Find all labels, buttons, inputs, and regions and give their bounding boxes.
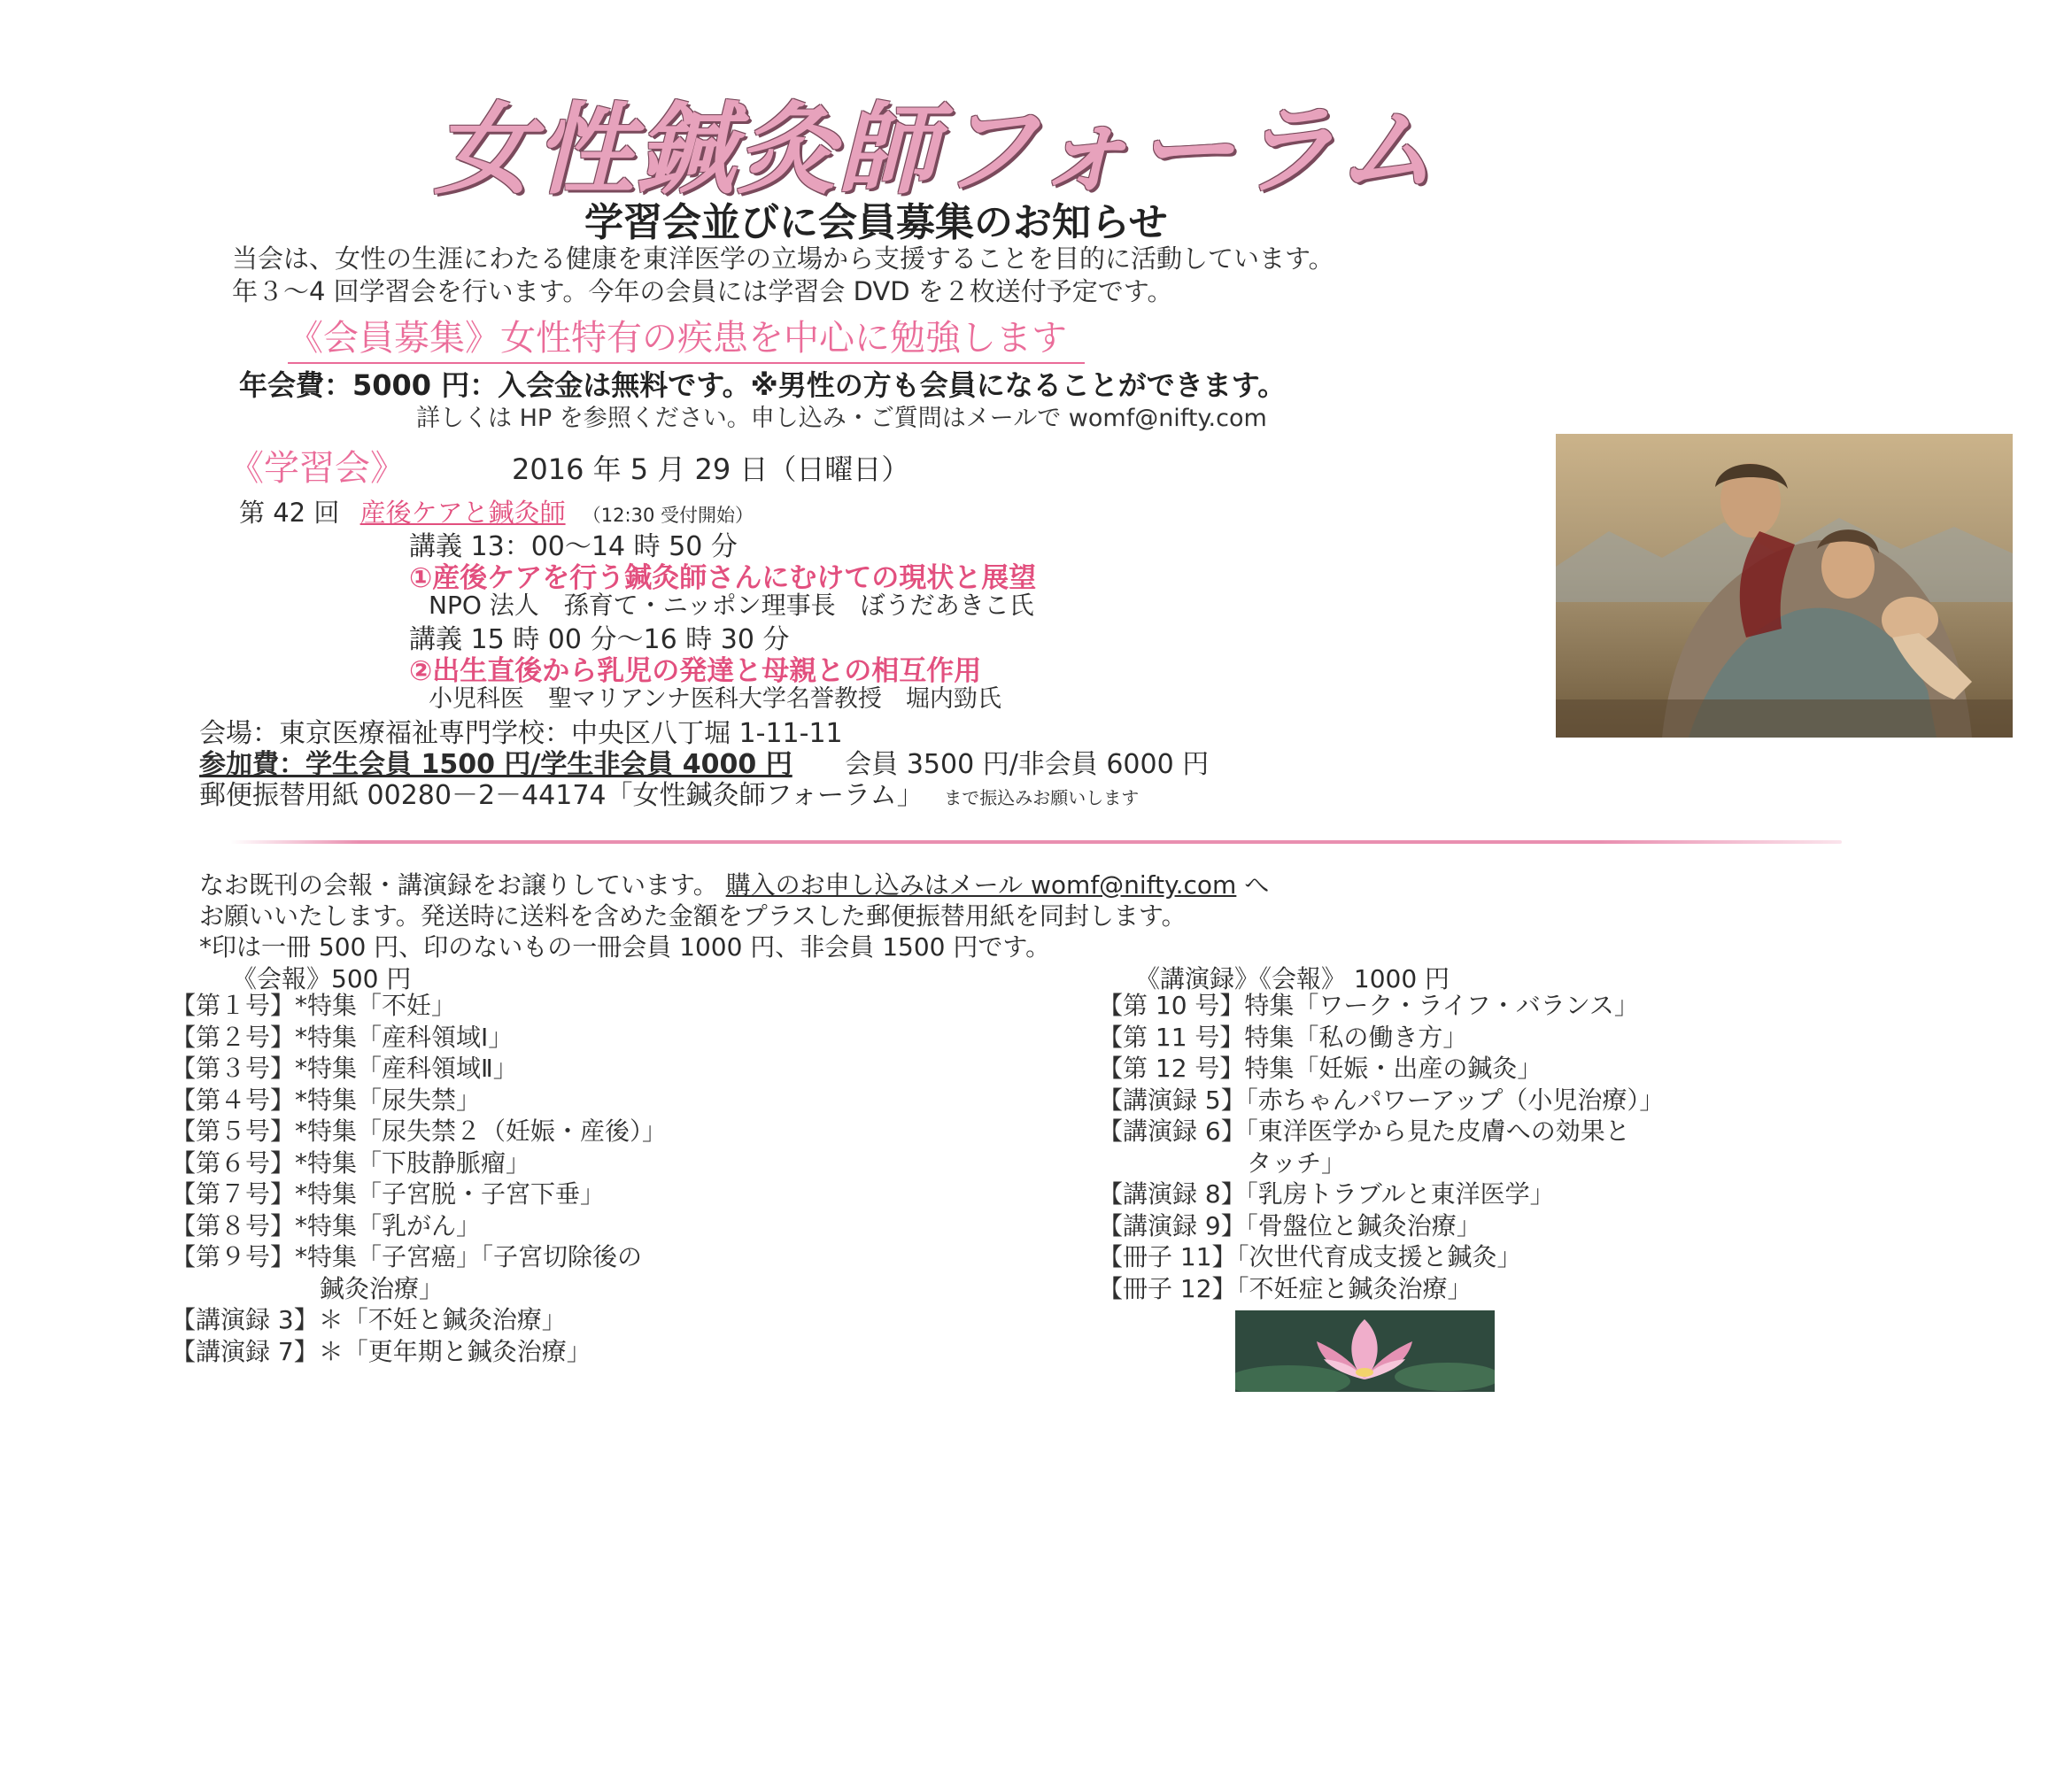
painting-image bbox=[1556, 434, 2013, 738]
reception-time: （12:30 受付開始） bbox=[582, 505, 754, 526]
left-publication-list bbox=[171, 990, 667, 1367]
list-item: 【第 10 号】特集「ワーク・ライフ・バランス」 bbox=[1098, 991, 1639, 1020]
list-item: 【第７号】*特集「子宮脱・子宮下垂」 bbox=[171, 1179, 606, 1209]
fee-members: 会員 3500 円/非会員 6000 円 bbox=[845, 749, 1210, 780]
lecture2-speaker: 小児科医 聖マリアンナ医科大学名誉教授 堀内勁氏 bbox=[429, 685, 1001, 713]
publications-intro-1c: へ bbox=[1244, 870, 1270, 900]
publications-intro-1 bbox=[199, 866, 1269, 901]
list-item: 【第２号】*特集「産科領域Ⅰ」 bbox=[171, 1022, 514, 1052]
postal-transfer bbox=[199, 773, 1139, 812]
list-item: 【第 11 号】特集「私の働き方」 bbox=[1098, 1022, 1468, 1052]
membership-fee: 年会費：5000 円：入会金は無料です。※男性の方も会員になることができます。 bbox=[239, 368, 1287, 402]
session-theme: 産後ケアと鍼灸師 bbox=[360, 498, 566, 528]
list-item: 【冊子 12】「不妊症と鍼灸治療」 bbox=[1098, 1273, 1473, 1303]
postal-note: まで振込みお願いします bbox=[944, 787, 1140, 808]
seminar-label: 《学習会》 bbox=[228, 448, 406, 489]
list-item: 【冊子 11】「次世代育成支援と鍼灸」 bbox=[1098, 1242, 1522, 1271]
list-item: タッチ」 bbox=[1098, 1147, 1347, 1178]
section-divider bbox=[230, 840, 1842, 844]
left-list-header: 《会報》500 円 bbox=[232, 964, 412, 993]
publications-intro-1a: なお既刊の会報・講演録をお譲りしています。 bbox=[199, 870, 718, 900]
seminar-date: 2016 年 5 月 29 日（日曜日） bbox=[512, 452, 910, 486]
right-list-header: 《講演録》《会報》 1000 円 bbox=[1135, 964, 1450, 993]
publications-intro-3: *印は一冊 500 円、印のないもの一冊会員 1000 円、非会員 1500 円です。 bbox=[199, 932, 1051, 962]
list-item: 【第９号】*特集「子宮癌」「子宮切除後の bbox=[171, 1242, 643, 1271]
intro-line-1: 当会は、女性の生涯にわたる健康を東洋医学の立場から支援することを目的に活動しています。 bbox=[232, 243, 1334, 274]
lecture2-title: ②出生直後から乳児の発達と母親との相互作用 bbox=[409, 655, 982, 687]
lecture1-speaker: NPO 法人 孫育て・ニッポン理事長 ぼうだあきこ氏 bbox=[429, 591, 1034, 620]
list-item: 【第６号】*特集「下肢静脈瘤」 bbox=[171, 1147, 531, 1178]
session-number: 第 42 回 bbox=[239, 498, 340, 528]
list-item: 【講演録 5】「赤ちゃんパワーアップ（小児治療）」 bbox=[1098, 1085, 1665, 1115]
list-item: 【講演録 9】「骨盤位と鍼灸治療」 bbox=[1098, 1210, 1481, 1240]
list-item: 【第１号】*特集「不妊」 bbox=[171, 991, 457, 1020]
list-item: 【第 12 号】特集「妊娠・出産の鍼灸」 bbox=[1098, 1054, 1542, 1083]
list-item: 【講演録 6】「東洋医学から見た皮膚への効果と bbox=[1098, 1116, 1630, 1146]
contact-details: 詳しくは HP を参照ください。申し込み・ご質問はメールで womf@nifty.com bbox=[416, 405, 1267, 432]
list-item: 【第３号】*特集「産科領域Ⅱ」 bbox=[171, 1054, 518, 1083]
page-title: 女性鍼灸師フォーラム bbox=[434, 93, 1438, 208]
list-item: 【第５号】*特集「尿失禁２（妊娠・産後）」 bbox=[171, 1116, 668, 1146]
seminar-venue: 会場：東京医療福祉専門学校：中央区八丁堀 1-11-11 bbox=[199, 718, 843, 749]
list-item: 【講演録 3】＊「不妊と鍼灸治療」 bbox=[171, 1305, 567, 1334]
postal-account: 郵便振替用紙 00280－2－44174「女性鍼灸師フォーラム」 bbox=[199, 780, 924, 811]
list-item: 【講演録 7】＊「更年期と鍼灸治療」 bbox=[171, 1336, 591, 1366]
lecture2-time: 講義 15 時 00 分～16 時 30 分 bbox=[409, 624, 790, 655]
list-item: 【第８号】*特集「乳がん」 bbox=[171, 1210, 482, 1240]
right-publication-list bbox=[1098, 990, 1664, 1304]
recruit-title: 《会員募集》女性特有の疾患を中心に勉強します bbox=[288, 310, 1085, 364]
lecture1-title: ①産後ケアを行う鍼灸師さんにむけての現状と展望 bbox=[409, 562, 1037, 594]
notice-heading: 学習会並びに会員募集のお知らせ bbox=[584, 200, 1168, 245]
list-item: 鍼灸治療」 bbox=[171, 1273, 445, 1303]
purchase-email[interactable]: 購入のお申し込みはメール womf@nifty.com bbox=[725, 870, 1237, 900]
list-item: 【講演録 8】「乳房トラブルと東洋医学」 bbox=[1098, 1179, 1555, 1209]
lecture1-time: 講義 13：00～14 時 50 分 bbox=[409, 531, 738, 562]
lotus-image bbox=[1235, 1310, 1495, 1392]
fee-students: 参加費：学生会員 1500 円/学生非会員 4000 円 bbox=[199, 749, 792, 780]
list-item: 【第４号】*特集「尿失禁」 bbox=[171, 1085, 482, 1115]
publications-intro-2: お願いいたします。発送時に送料を含めた金額をプラスした郵便振替用紙を同封します。 bbox=[199, 901, 1187, 931]
intro-line-2: 年３～4 回学習会を行います。今年の会員には学習会 DVD を２枚送付予定です。 bbox=[232, 276, 1173, 306]
